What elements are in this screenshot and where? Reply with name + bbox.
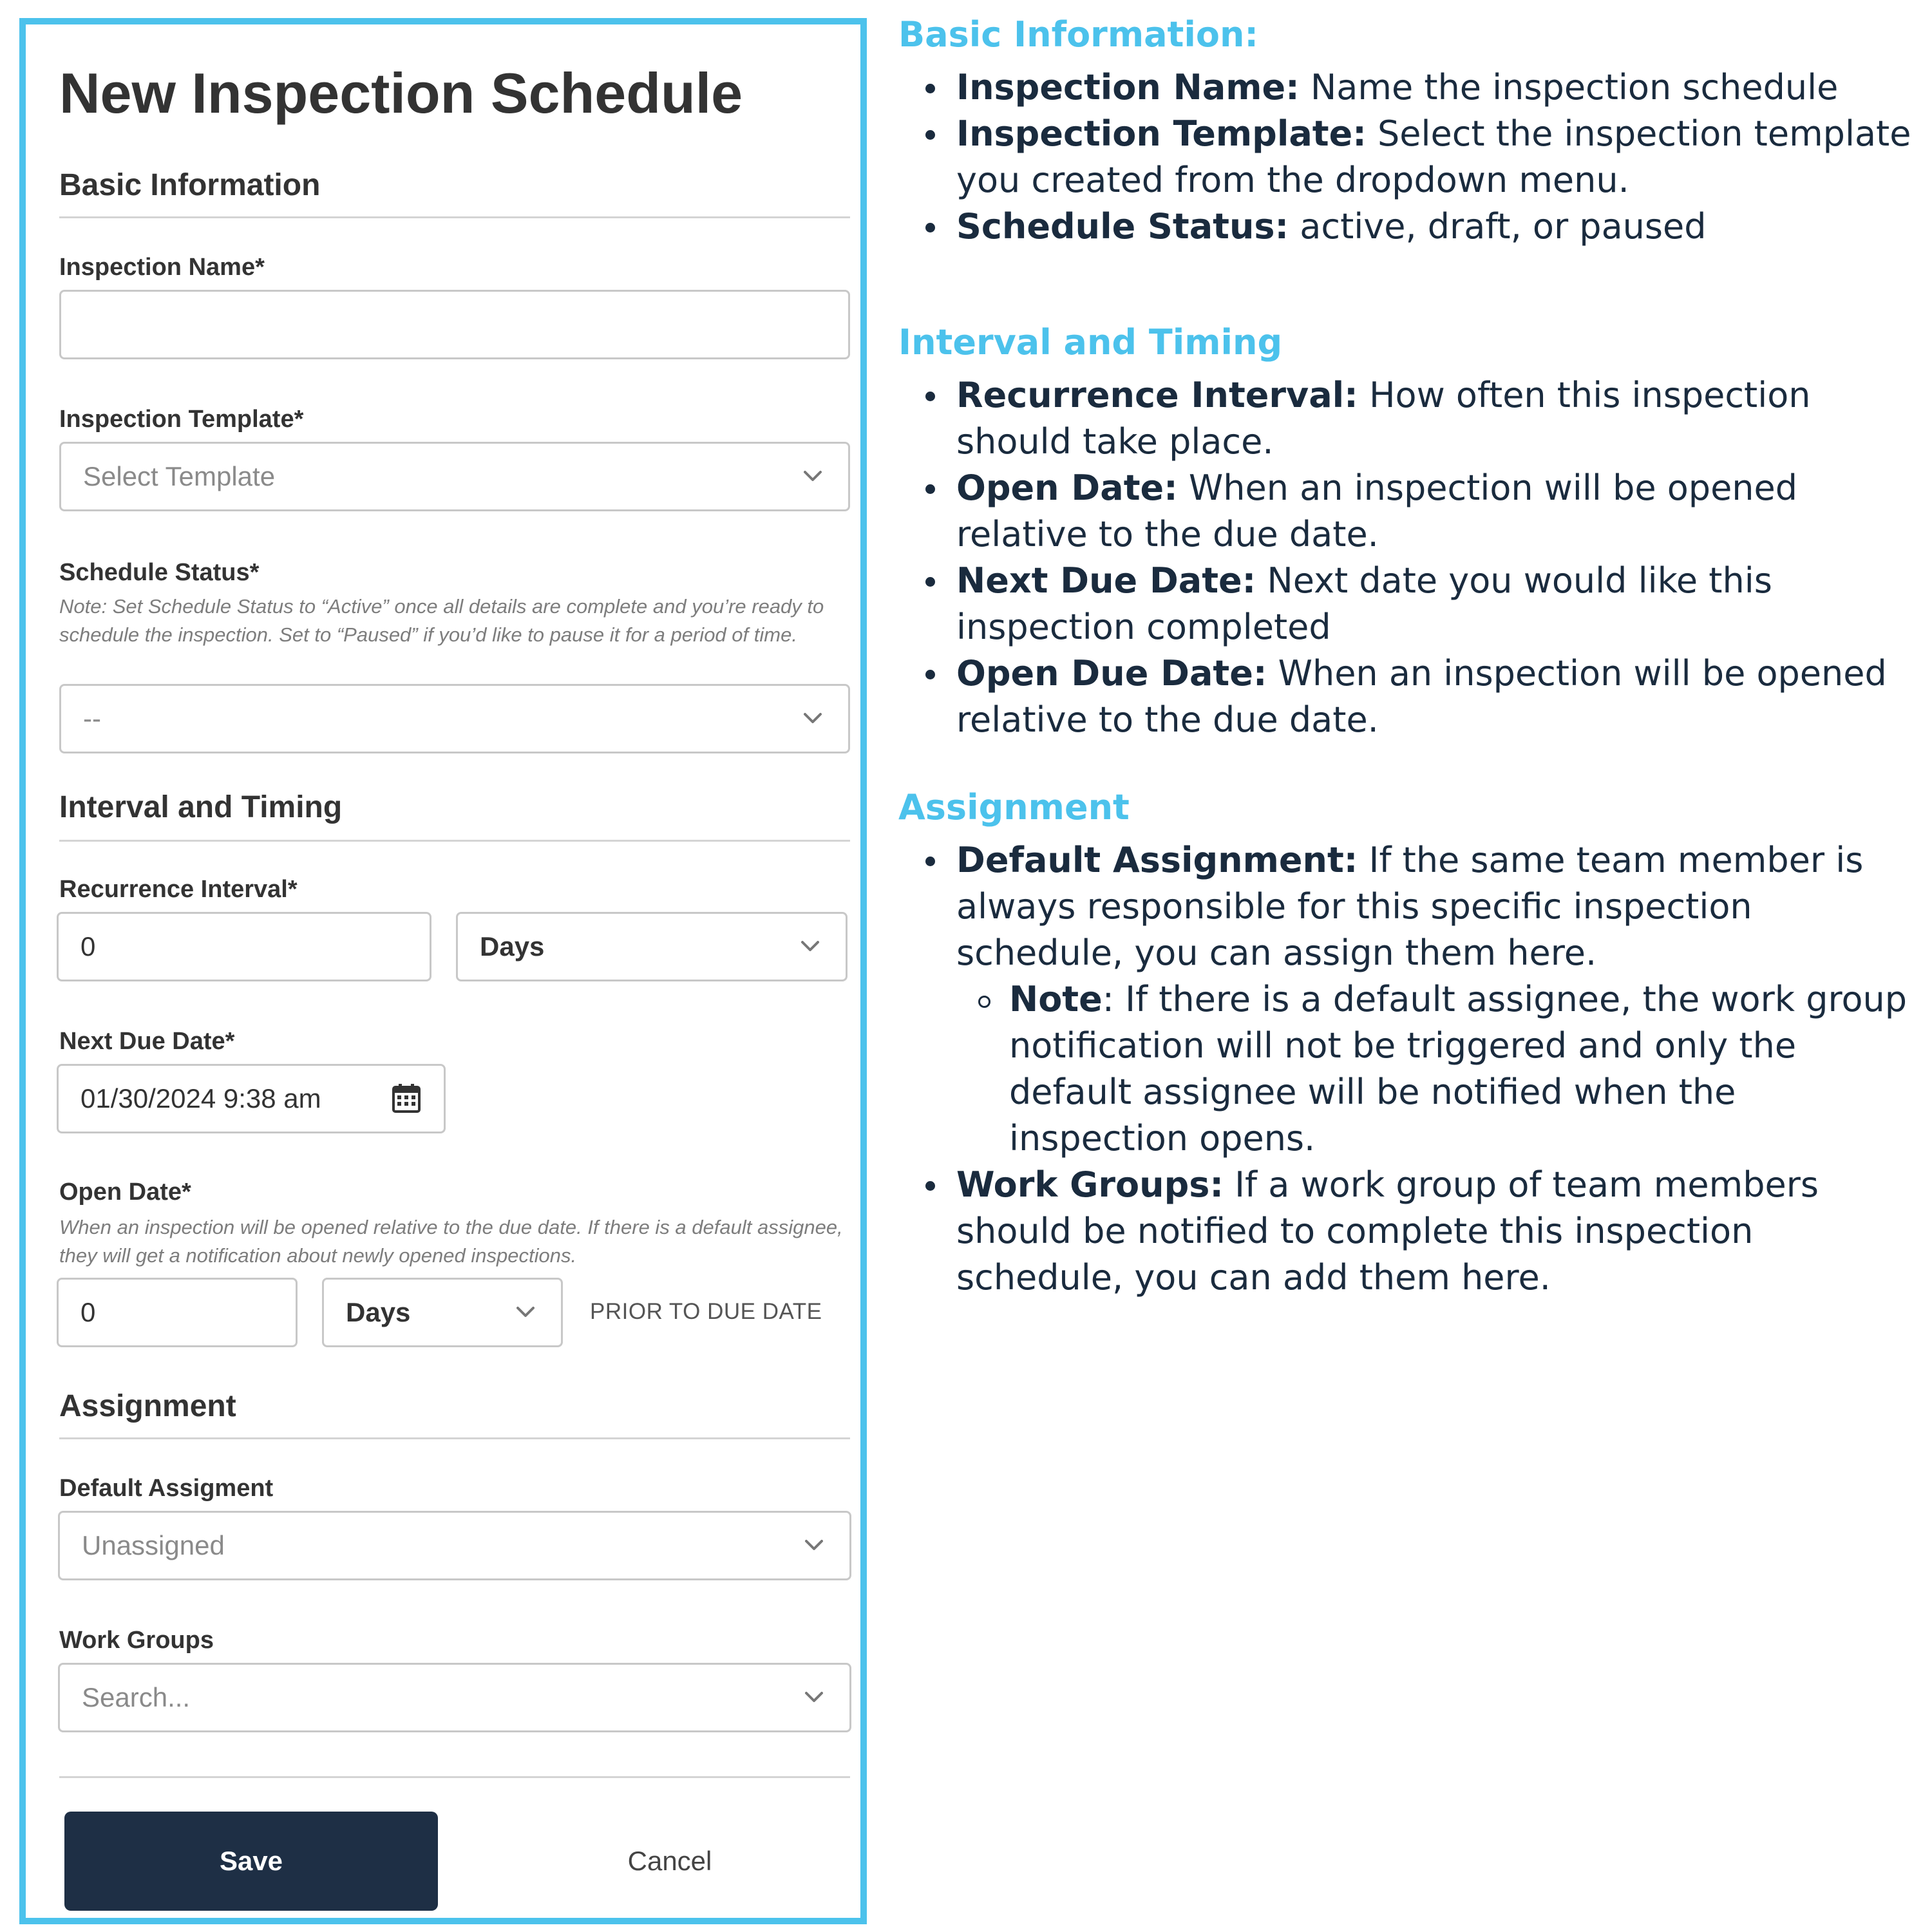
help-term: Schedule Status: xyxy=(956,206,1289,247)
chevron-down-icon xyxy=(803,470,822,489)
help-text: When an inspection will be opened relative to the due date. xyxy=(956,468,1798,554)
work-groups-placeholder: Search... xyxy=(82,1682,191,1712)
help-item xyxy=(898,650,1916,743)
calendar-icon[interactable] xyxy=(392,1083,421,1113)
recurrence-unit-value: Days xyxy=(480,931,545,961)
help-heading-assignment: Assignment xyxy=(898,787,1130,828)
inspection-template-select[interactable] xyxy=(59,442,850,511)
help-term: Note xyxy=(1009,979,1103,1019)
recurrence-interval-input[interactable] xyxy=(57,912,431,981)
inspection-name-input[interactable] xyxy=(59,290,850,359)
inspection-schedule-form xyxy=(19,18,867,1924)
help-text: : If there is a default assignee, the work group notification will not be triggered and only the default assignee will be notified when the inspection opens. xyxy=(1009,979,1908,1159)
section-title-assignment: Assignment xyxy=(59,1389,236,1423)
help-item xyxy=(898,372,1916,465)
section-title-interval: Interval and Timing xyxy=(59,790,343,824)
help-item xyxy=(898,204,1916,250)
help-item xyxy=(898,64,1916,111)
recurrence-interval-label: Recurrence Interval* xyxy=(59,876,298,903)
help-text: When an inspection will be opened relative to the due date. xyxy=(956,653,1887,740)
help-subitem xyxy=(898,976,1916,1162)
open-date-label: Open Date* xyxy=(59,1179,191,1206)
inspection-name-label: Inspection Name* xyxy=(59,254,265,281)
chevron-down-icon xyxy=(804,1691,824,1710)
next-due-date-label: Next Due Date* xyxy=(59,1028,235,1055)
divider xyxy=(59,1437,850,1439)
chevron-down-icon xyxy=(803,712,822,732)
help-text: active, draft, or paused xyxy=(1289,206,1707,247)
prior-to-due-date-text: PRIOR TO DUE DATE xyxy=(590,1299,822,1324)
cancel-button[interactable]: Cancel xyxy=(592,1812,747,1911)
help-list-basic xyxy=(898,64,1916,250)
help-term: Work Groups: xyxy=(956,1164,1224,1205)
help-heading-basic: Basic Information: xyxy=(898,14,1258,55)
work-groups-label: Work Groups xyxy=(59,1627,214,1654)
next-due-date-value: 01/30/2024 9:38 am xyxy=(80,1083,321,1113)
save-button[interactable]: Save xyxy=(64,1812,438,1911)
chevron-down-icon xyxy=(800,940,820,960)
open-date-unit-select[interactable] xyxy=(322,1278,563,1347)
help-item xyxy=(898,837,1916,976)
default-assignment-select[interactable] xyxy=(58,1511,851,1580)
help-text: If a work group of team members should be notified to complete this inspection schedule, you can add them here. xyxy=(956,1164,1819,1298)
recurrence-interval-value: 0 xyxy=(80,931,96,961)
open-date-input[interactable] xyxy=(57,1278,298,1347)
divider xyxy=(59,216,850,218)
divider xyxy=(59,840,850,842)
help-term: Inspection Name: xyxy=(956,67,1300,108)
help-list-assignment xyxy=(898,837,1916,1301)
help-term: Open Date: xyxy=(956,468,1178,508)
help-heading-interval: Interval and Timing xyxy=(898,322,1283,363)
help-text: How often this inspection should take place. xyxy=(956,375,1811,462)
schedule-status-label: Schedule Status* xyxy=(59,559,260,586)
default-assignment-label: Default Assigment xyxy=(59,1475,274,1502)
help-item xyxy=(898,111,1916,204)
open-date-value: 0 xyxy=(80,1297,96,1327)
help-item xyxy=(898,558,1916,650)
schedule-status-select[interactable] xyxy=(59,684,850,753)
help-panel xyxy=(898,12,1916,1301)
help-item xyxy=(898,465,1916,558)
help-list-interval xyxy=(898,372,1916,743)
recurrence-unit-select[interactable] xyxy=(456,912,848,981)
work-groups-search[interactable] xyxy=(58,1663,851,1732)
divider xyxy=(59,1776,850,1778)
schedule-status-note: Note: Set Schedule Status to “Active” once all details are complete and you’re ready to schedule the inspection. Set to “Paused” if you’d like to pause it for a period of time. xyxy=(59,595,824,646)
next-due-date-input[interactable] xyxy=(57,1064,446,1133)
chevron-down-icon xyxy=(516,1306,535,1325)
help-term: Inspection Template: xyxy=(956,113,1367,154)
help-text: Next date you would like this inspection completed xyxy=(956,560,1772,647)
inspection-template-label: Inspection Template* xyxy=(59,406,304,433)
default-assignment-value: Unassigned xyxy=(82,1530,225,1560)
help-term: Next Due Date: xyxy=(956,560,1256,601)
help-term: Open Due Date: xyxy=(956,653,1267,694)
help-term: Default Assignment: xyxy=(956,840,1358,880)
help-text: Name the inspection schedule xyxy=(1299,67,1839,108)
open-date-note: When an inspection will be opened relative to the due date. If there is a default assignee, they will get a notification about newly opened inspections. xyxy=(59,1216,843,1267)
section-title-basic: Basic Information xyxy=(59,168,321,202)
open-date-unit-value: Days xyxy=(346,1297,411,1327)
page-title: New Inspection Schedule xyxy=(59,61,743,125)
chevron-down-icon xyxy=(804,1539,824,1558)
help-text: Select the inspection template you created from the dropdown menu. xyxy=(956,113,1911,200)
schedule-status-value: -- xyxy=(83,703,101,734)
inspection-template-value: Select Template xyxy=(83,461,276,491)
help-term: Recurrence Interval: xyxy=(956,375,1358,415)
help-item xyxy=(898,1162,1916,1301)
help-text: If the same team member is always responsible for this specific inspection schedule, you can assign them here. xyxy=(956,840,1864,973)
